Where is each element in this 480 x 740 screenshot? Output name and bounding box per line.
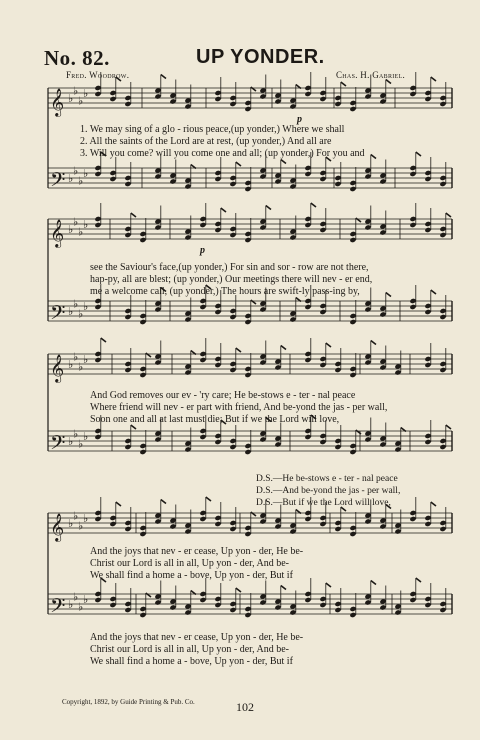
flat-sign-icon: ♭	[68, 223, 74, 236]
note-flag	[431, 290, 436, 294]
treble-clef-icon: 𝄞	[50, 88, 65, 116]
hymn-number: No. 82.	[44, 46, 110, 70]
note-flag	[281, 160, 286, 164]
note-flag	[161, 500, 166, 504]
flat-sign-icon: ♭	[78, 94, 84, 108]
flat-sign-icon: ♭	[73, 350, 79, 364]
note-flag	[386, 293, 391, 297]
page-number: 102	[236, 700, 254, 714]
note-flag	[431, 77, 436, 81]
lyricist-credit: Fred. Woodrow.	[66, 70, 130, 80]
flat-sign-icon: ♭	[78, 174, 84, 188]
flat-sign-icon: ♭	[83, 593, 89, 606]
flat-sign-icon: ♭	[78, 437, 84, 451]
note-flag	[311, 203, 316, 207]
ds-line: D.S.—And be-yond the jas - per wall,	[256, 486, 401, 496]
lyric-line: 2. All the saints of the Lord are at rest, (up yonder,) And all are	[80, 136, 332, 147]
note-flag	[236, 162, 241, 166]
lyric-line: Soon one and all at last must die; But if we the Lord will love,	[90, 414, 340, 425]
treble-clef-icon: 𝄞	[50, 513, 65, 541]
bass-clef-icon: 𝄢	[50, 431, 66, 459]
lyric-line: We shall find a home a - bove, Up yon - der, But if	[90, 570, 293, 581]
flat-sign-icon: ♭	[68, 358, 74, 371]
note-flag	[386, 80, 391, 84]
lyric-line: me a welcome call, (up yonder,) The hours are swift-ly pass-ing by,	[90, 286, 360, 297]
flat-sign-icon: ♭	[73, 297, 79, 311]
flat-sign-icon: ♭	[68, 517, 74, 530]
note-flag	[371, 581, 376, 585]
flat-sign-icon: ♭	[68, 92, 74, 105]
treble-clef-icon: 𝄞	[50, 219, 65, 247]
flat-sign-icon: ♭	[83, 353, 89, 366]
bass-clef-icon: 𝄢	[50, 594, 66, 622]
note-flag	[281, 586, 286, 590]
note-flag	[446, 425, 451, 429]
lyric-line: And God removes our ev - 'ry care; He be-stows e - ter - nal peace	[90, 390, 356, 401]
flat-sign-icon: ♭	[83, 300, 89, 313]
flat-sign-icon: ♭	[73, 164, 79, 178]
lyric-line: And the joys that nev - er cease, Up yon - der, He be-	[90, 546, 304, 557]
lyric-line: hap-py, all are blest; (up yonder,) Our meetings there will nev - er end,	[90, 274, 373, 285]
flat-sign-icon: ♭	[78, 225, 84, 239]
lyric-line: see the Saviour's face,(up yonder,) For sin and sor - row are not there,	[90, 262, 369, 273]
lyric-line: 3. Will you come? will you come one and all; (up yonder,) For you and	[80, 148, 365, 159]
flat-sign-icon: ♭	[68, 435, 74, 448]
dynamic-piano: p	[297, 114, 302, 125]
lyric-line: We shall find a home a - bove, Up yon - der, But if	[90, 656, 293, 667]
note-flag	[266, 206, 271, 210]
lyric-line: Where friend will nev - er part with friend, And be-yond the jas - per wall,	[90, 402, 388, 413]
note-flag	[131, 213, 136, 217]
flat-sign-icon: ♭	[83, 430, 89, 443]
note-flag	[341, 82, 346, 86]
note-flag	[161, 75, 166, 79]
flat-sign-icon: ♭	[78, 600, 84, 614]
flat-sign-icon: ♭	[73, 84, 79, 98]
note-flag	[431, 502, 436, 506]
note-flag	[326, 583, 331, 587]
bass-clef-icon: 𝄢	[50, 168, 66, 196]
flat-sign-icon: ♭	[83, 167, 89, 180]
dynamic-piano: p	[200, 245, 205, 256]
flat-sign-icon: ♭	[73, 509, 79, 523]
flat-sign-icon: ♭	[83, 512, 89, 525]
hymn-title: UP YONDER.	[196, 46, 325, 68]
note-flag	[281, 346, 286, 350]
note-flag	[371, 155, 376, 159]
lyric-line: Christ our Lord is all in all, Up yon - der, And be-	[90, 644, 290, 655]
note-flag	[206, 497, 211, 501]
note-flag	[326, 343, 331, 347]
note-flag	[416, 578, 421, 582]
treble-clef-icon: 𝄞	[50, 354, 65, 382]
flat-sign-icon: ♭	[73, 215, 79, 229]
note-flag	[116, 502, 121, 506]
flat-sign-icon: ♭	[68, 172, 74, 185]
bass-clef-icon: 𝄢	[50, 301, 66, 329]
flat-sign-icon: ♭	[73, 427, 79, 441]
ds-line: D.S.—But if we the Lord will love,	[256, 498, 391, 508]
flat-sign-icon: ♭	[78, 307, 84, 321]
ds-line: D.S.—He be-stows e - ter - nal peace	[256, 474, 398, 484]
composer-credit: Chas. H. Gabriel.	[336, 70, 406, 80]
flat-sign-icon: ♭	[68, 305, 74, 318]
note-flag	[236, 348, 241, 352]
flat-sign-icon: ♭	[68, 598, 74, 611]
note-flag	[371, 341, 376, 345]
note-flag	[236, 588, 241, 592]
flat-sign-icon: ♭	[78, 360, 84, 374]
lyric-line: And the joys that nev - er cease, Up yon - der, He be-	[90, 632, 304, 643]
flat-sign-icon: ♭	[83, 87, 89, 100]
flat-sign-icon: ♭	[73, 590, 79, 604]
copyright-notice: Copyright, 1892, by Guide Printing & Pub. Co.	[62, 698, 195, 706]
flat-sign-icon: ♭	[78, 519, 84, 533]
note-flag	[446, 213, 451, 217]
note-flag	[101, 338, 106, 342]
lyric-line: 1. We may sing of a glo - rious peace,(up yonder,) Where we shall	[80, 124, 345, 135]
lyric-line: Christ our Lord is all in all, Up yon - der, And be-	[90, 558, 290, 569]
note-flag	[416, 152, 421, 156]
note-flag	[221, 208, 226, 212]
flat-sign-icon: ♭	[83, 218, 89, 231]
